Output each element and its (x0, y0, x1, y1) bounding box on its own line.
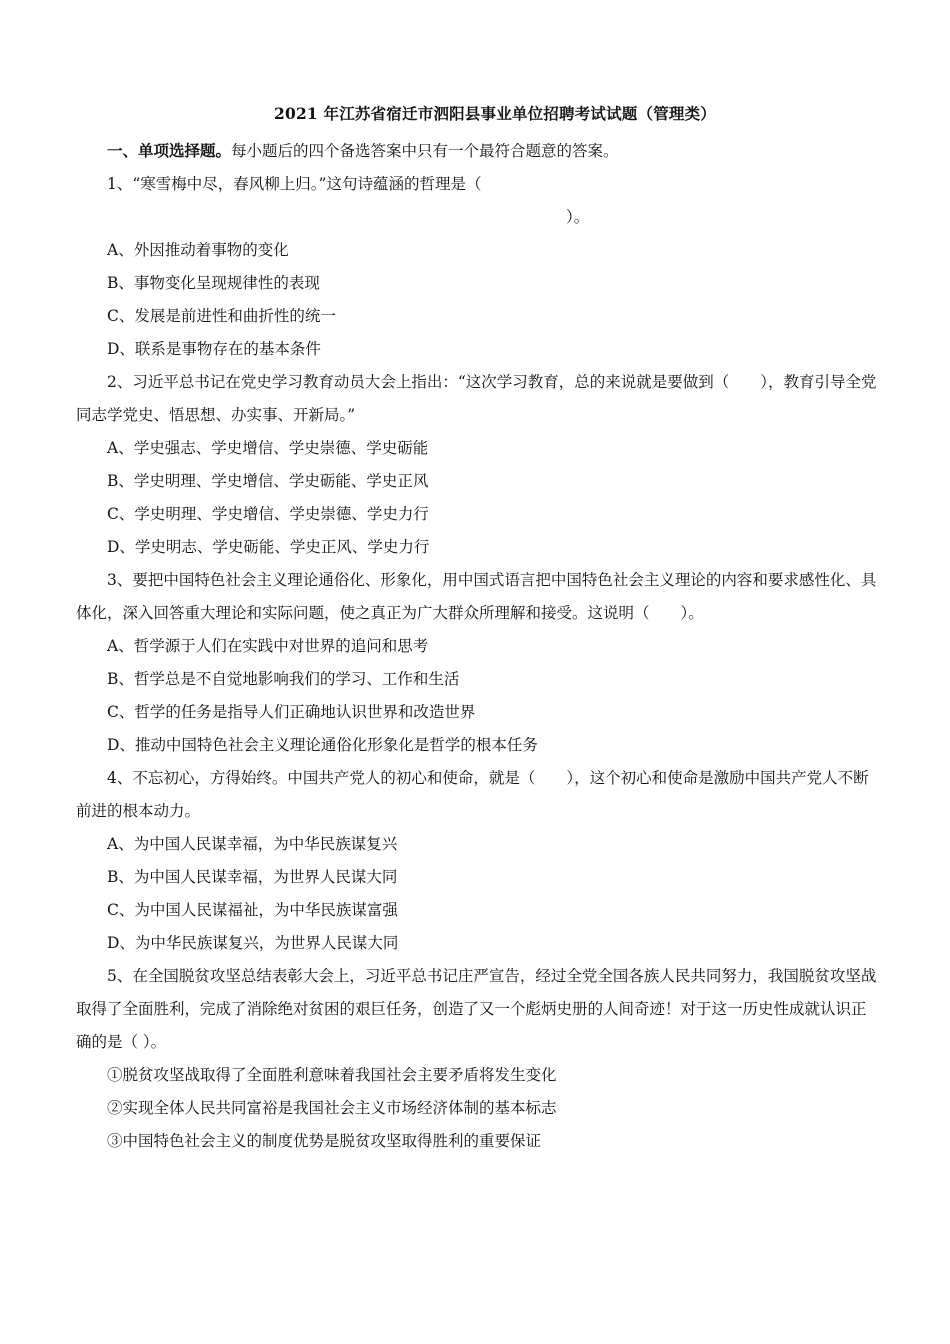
question-2-option-b: B、学史明理、学史增信、学史砺能、学史正风 (107, 472, 429, 490)
question-3-option-c: C、哲学的任务是指导人们正确地认识世界和改造世界 (107, 703, 476, 721)
page-title: 2021 年江苏省宿迁市泗阳县事业单位招聘考试试题（管理类） (273, 104, 717, 123)
section-instruction: 每小题后的四个备选答案中只有一个最符合题意的答案。 (231, 142, 619, 160)
question-5-stem: 5、在全国脱贫攻坚总结表彰大会上，习近平总书记庄严宣告，经过全党全国各族人民共同努力，我国脱贫攻坚战取得了全面胜利，完成了消除绝对贫困的艰巨任务，创造了又一个彪炳史册的人间奇迹！对于这一历史性成就认识正确的是（ ）。 (76, 967, 877, 1051)
question-1-option-d: D、联系是事物存在的基本条件 (107, 340, 321, 358)
question-1-option-a: A、外因推动着事物的变化 (107, 241, 289, 259)
section-heading-line (76, 134, 878, 168)
question-1-option-b: B、事物变化呈现规律性的表现 (107, 274, 320, 292)
question-3-stem: 3、要把中国特色社会主义理论通俗化、形象化，用中国式语言把中国特色社会主义理论的内容和要求感性化、具体化，深入回答重大理论和实际问题，使之真正为广大群众所理解和接受。这说明（ ）。 (76, 571, 877, 622)
question-3-option-d: D、推动中国特色社会主义理论通俗化形象化是哲学的根本任务 (107, 736, 538, 754)
question-4-option-b: B、为中国人民谋幸福，为世界人民谋大同 (107, 868, 398, 886)
question-2-option-a: A、学史强志、学史增信、学史崇德、学史砺能 (107, 439, 429, 457)
question-2-stem: 2、习近平总书记在党史学习教育动员大会上指出：“这次学习教育，总的来说就是要做到（ ），教育引导全党同志学党史、悟思想、办实事、开新局。” (76, 373, 877, 424)
question-4-stem: 4、不忘初心，方得始终。中国共产党人的初心和使命，就是（ ），这个初心和使命是激励中国共产党人不断前进的根本动力。 (76, 769, 869, 820)
question-5-statement-3: ③中国特色社会主义的制度优势是脱贫攻坚取得胜利的重要保证 (107, 1132, 542, 1150)
question-1-stem: 1、“寒雪梅中尽，春风柳上归。”这句诗蕴涵的哲理是（ (107, 175, 482, 193)
question-1-option-c: C、发展是前进性和曲折性的统一 (107, 307, 336, 325)
question-5-statement-2: ②实现全体人民共同富裕是我国社会主义市场经济体制的基本标志 (107, 1099, 557, 1117)
question-3-option-b: B、哲学总是不自觉地影响我们的学习、工作和生活 (107, 670, 460, 688)
document-body (76, 134, 878, 1158)
question-2-option-d: D、学史明志、学史砺能、学史正风、学史力行 (107, 538, 430, 556)
question-4-option-c: C、为中国人民谋福祉，为中华民族谋富强 (107, 901, 398, 919)
question-1-stem-tail: ）。 (566, 208, 590, 226)
section-heading: 一、单项选择题。 (107, 141, 232, 160)
question-5-statement-1: ①脱贫攻坚战取得了全面胜利意味着我国社会主要矛盾将发生变化 (107, 1066, 557, 1084)
question-3-option-a: A、哲学源于人们在实践中对世界的追问和思考 (107, 637, 429, 655)
question-2-option-c: C、学史明理、学史增信、学史崇德、学史力行 (107, 505, 429, 523)
question-4-option-a: A、为中国人民谋幸福，为中华民族谋复兴 (107, 835, 398, 853)
question-4-option-d: D、为中华民族谋复兴，为世界人民谋大同 (107, 934, 399, 952)
